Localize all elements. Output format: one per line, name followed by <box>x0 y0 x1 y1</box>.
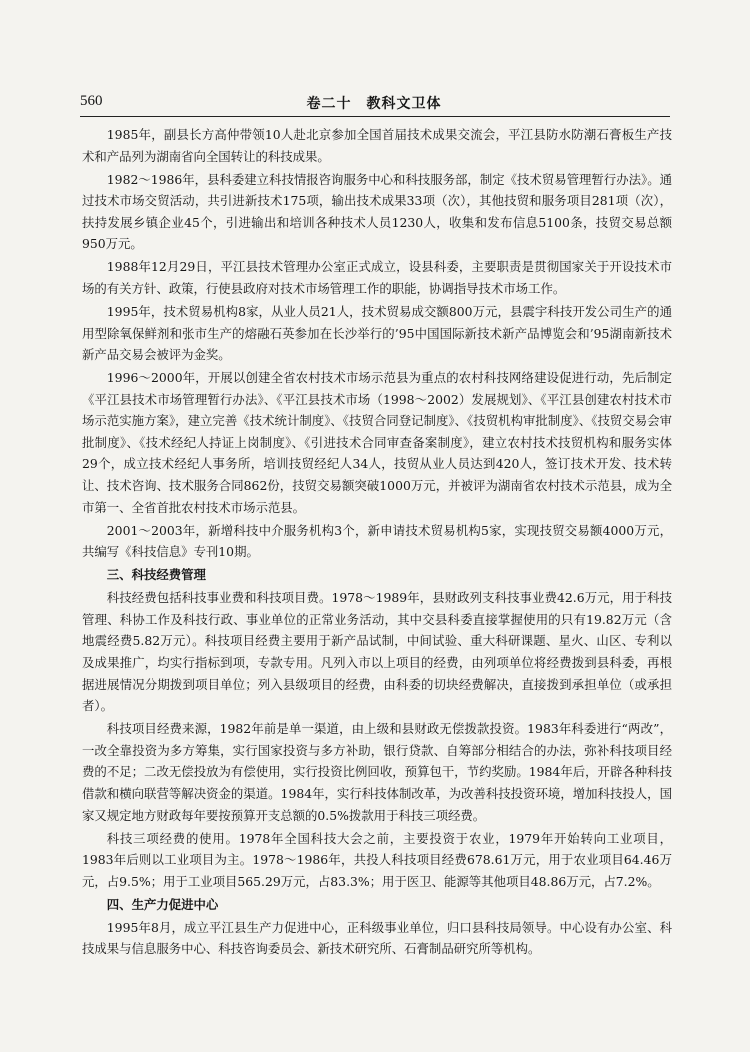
paragraph: 1996～2000年，开展以创建全省农村技术市场示范县为重点的农村科技网络建设促进行动，先后制定《平江县技术市场管理暂行办法》、《平江县技术市场（1998～2002）发展规划》、《平江县创建农村技术市场示范实施方案》，建立完善《技术统计制度》、《技贸合同登记制度》、《技贸机构审批制度》、《技贸交易会审批制度》、《技术经纪人持证上岗制度》、《引进技术合同审查备案制度》，建立农村技术技贸机构和服务实体29个，成立技术经纪人事务所，培训技贸经纪人34人，技贸从业人员达到420人，签订技术开发、技术转让、技术咨询、技术服务合同862份，技贸交易额突破1000万元，并被评为湖南省农村技术示范县，成为全市第一、全省首批农村技术市场示范县。 <box>82 370 672 515</box>
section-heading: 三、科技经费管理 <box>106 567 206 583</box>
paragraph: 2001～2003年，新增科技中介服务机构3个，新申请技术贸易机构5家，实现技贸交易额4000万元，共编写《科技信息》专刊10期。 <box>82 522 672 560</box>
paragraph: 科技三项经费的使用。1978年全国科技大会之前，主要投资于农业，1979年开始转向工业项目，1983年后则以工业项目为主。1978～1986年，共投人科技项目经费678.61万元，用于农业项目64.46万元，占9.5%；用于工业项目565.29万元，占83.3%；用于医卫、能源等其他项目48.86万元，占7.2%。 <box>82 830 672 889</box>
paragraph: 1985年，副县长方高仲带领10人赴北京参加全国首届技术成果交流会，平江县防水防潮石膏板生产技术和产品列为湖南省向全国转让的科技成果。 <box>82 127 672 164</box>
paragraph: 1988年12月29日，平江县技术管理办公室正式成立，设县科委，主要职责是贯彻国家关于开设技术市场的有关方针、政策，行使县政府对技术市场管理工作的职能，协调指导技术市场工作。 <box>82 259 672 296</box>
paragraph: 1982～1986年，县科委建立科技情报咨询服务中心和科技服务部，制定《技术贸易管理暂行办法》。通过技术市场交贸活动，共引进新技术175项，输出技术成果33项（次），其他技贸和服务项目281项（次），扶持发展乡镇企业45个，引进输出和培训各种技术人员1230人，收集和发布信息5100条，技贸交易总额950万元。 <box>82 171 672 252</box>
paragraph: 科技项目经费来源，1982年前是单一渠道，由上级和县财政无偿拨款投资。1983年科委进行“两改”，一改全靠投资为多方筹集，实行国家投资与多方补助，银行贷款、自筹部分相结合的办法，弥补科技项目经费的不足；二改无偿投放为有偿使用，实行投资比例回收，预算包干，节约奖励。1984年后，开辟各种科技借款和横向联营等解决资金的渠道。1984年，实行科技体制改革，为改善科技投资环境，增加科技投人，国家又规定地方财政每年要按预算开支总额的0.5%拨款用于科技三项经费。 <box>82 721 672 823</box>
paragraph: 1995年，技术贸易机构8家，从业人员21人，技术贸易成交额800万元，县震宇科技开发公司生产的通用型除氧保鲜剂和张市生产的熔融石英参加在长沙举行的’95中国国际新技术新产品博览会和’95湖南新技术新产品交易会被评为金奖。 <box>82 303 672 363</box>
header-rule <box>80 116 670 117</box>
body-text <box>82 124 672 961</box>
page-header <box>80 93 668 113</box>
page-number: 560 <box>80 93 103 109</box>
section-heading: 四、生产力促进中心 <box>106 896 219 912</box>
running-title: 卷二十 教科文卫体 <box>306 96 442 112</box>
paragraph: 1995年8月，成立平江县生产力促进中心，正科级事业单位，归口县科技局领导。中心设有办公室、科技成果与信息服务中心、科技咨询委员会、新技术研究所、石膏制品研究所等机构。 <box>82 919 672 957</box>
paragraph: 科技经费包括科技事业费和科技项目费。1978～1989年，县财政列支科技事业费42.6万元，用于科技管理、科协工作及科技行政、事业单位的正常业务活动，其中交县科委直接掌握使用的只有19.82万元（含地震经费5.82万元）。科技项目经费主要用于新产品试制，中间试验、重大科研课题、星火、山区、专利以及成果推广，均实行指标到项，专款专用。凡列入市以上项目的经费，由列项单位将经费拨到县科委，再根据进展情况分期拨到项目单位；列入县级项目的经费，由科委的切块经费解决，直接拨到承担单位（或承担者）。 <box>82 590 672 714</box>
